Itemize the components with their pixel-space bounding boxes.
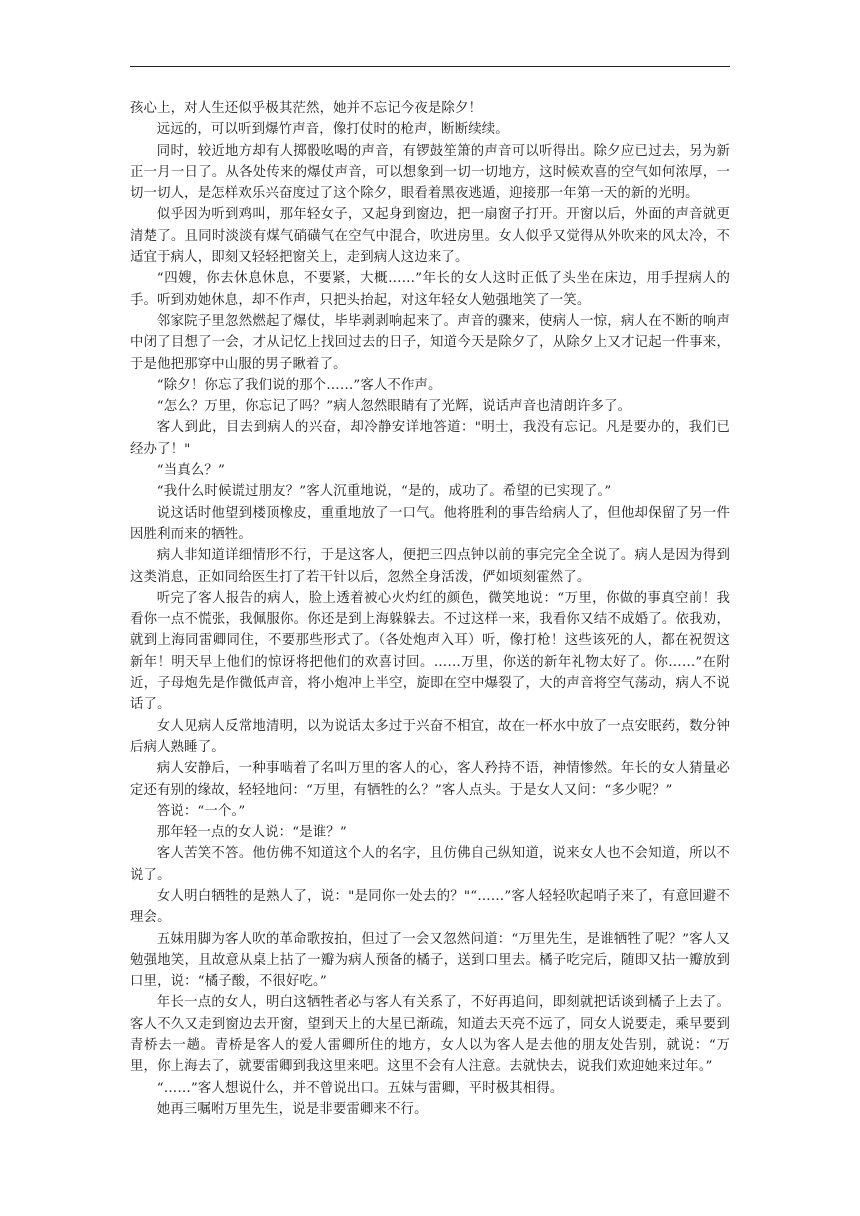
paragraph: 五妹用脚为客人吹的革命歌按拍，但过了一会又忽然问道：“万里先生，是谁牺牲了呢？”客人又勉强地笑，且故意从桌上拈了一瓣为病人预备的橘子，送到口里去。橘子吃完后，随即又拈一瓣放到口里，说：“橘子酸，不很好吃。” (130, 931, 730, 990)
paragraph: “除夕！你忘了我们说的那个……”客人不作声。 (156, 377, 442, 393)
paragraph: 那年轻一点的女人说：“是谁？” (156, 825, 347, 841)
paragraph: 病人安静后，一种事啮着了名叫万里的客人的心，客人矜持不语，神情惨然。年长的女人猜量必定还有别的缘故，轻轻地问：“万里，有牺牲的么？”客人点头。于是女人又问：“多少呢？” (130, 761, 730, 798)
paragraph: 远远的，可以听到爆竹声音，像打仗时的枪声，断断续续。 (156, 122, 509, 138)
paragraph: “四嫂，你去休息休息，不要紧，大概……”年长的女人这时正低了头坐在床边，用手捏病人的手。听到劝她休息，却不作声，只把头抬起，对这年轻女人勉强地笑了一笑。 (130, 271, 730, 308)
paragraph: “怎么？万里，你忘记了吗？”病人忽然眼睛有了光辉，说话声音也清朗许多了。 (156, 399, 632, 415)
paragraph: 年长一点的女人，明白这牺牲者必与客人有关系了，不好再追问，即刻就把话谈到橘子上去了。客人不久又走到窗边去开窗，望到天上的大星已渐疏，知道去天亮不远了，同女人说要走，乘早要到青桥去一趟。青桥是客人的爱人雷卿所住的地方，女人以为客人是去他的朋友处告别，就说：“万里，你上海去了，就要雷卿到我这里来吧。这里不会有人注意。去就快去，说我们欢迎她来过年。” (130, 995, 730, 1075)
header-rule (130, 66, 730, 67)
paragraph: “……”客人想说什么，并不曾说出口。五妹与雷卿，平时极其相得。 (156, 1080, 564, 1096)
paragraph: 她再三嘱咐万里先生，说是非要雷卿来不行。 (156, 1101, 428, 1117)
paragraph: 说这话时他望到楼顶橡皮，重重地放了一口气。他将胜利的事告给病人了，但他却保留了另一件因胜利而来的牺牲。 (130, 505, 730, 542)
paragraph: 病人非知道详细情形不行，于是这客人，便把三四点钟以前的事完完全全说了。病人是因为得到这类消息，正如同给医生打了若干针以后，忽然全身活泼，俨如顷刻霍然了。 (130, 548, 730, 585)
paragraph: 女人明白牺牲的是熟人了，说："是同你一处去的？"“……”客人轻轻吹起哨子来了，有意回避不理会。 (130, 888, 730, 926)
paragraph: 邻家院子里忽然燃起了爆仗，毕毕剥剥响起来了。声音的骤来，使病人一惊，病人在不断的响声中闭了目想了一会，才从记忆上找回过去的日子，知道今天是除夕了，从除夕上又才记起一件事来，于是他把那穿中山服的男子瞅着了。 (130, 313, 730, 372)
paragraph: 女人见病人反常地清明，以为说话太多过于兴奋不相宜，故在一杯水中放了一点安眠药，数分钟后病人熟睡了。 (130, 718, 730, 755)
paragraph: 孩心上，对人生还似乎极其茫然，她并不忘记今夜是除夕！ (130, 101, 483, 116)
document-body (130, 98, 730, 1120)
paragraph: 客人苦笑不答。他仿佛不知道这个人的名字，且仿佛自己纵知道，说来女人也不会知道，所以不说了。 (130, 846, 730, 883)
paragraph: “当真么？” (156, 463, 225, 479)
paragraph: 听完了客人报告的病人，脸上透着被心火灼红的颜色，微笑地说：“万里，你做的事真空前！我看你一点不慌张，我佩服你。你还是到上海躲躲去。不过这样一来，我看你又结不成婚了。依我劝，就到上海同雷卿同住，不要那些形式了。（各处炮声入耳）听，像打枪！这些该死的人，都在祝贺这新年！明天早上他们的惊讶将把他们的欢喜讨回。……万里，你送的新年礼物太好了。你……”在附近，子母炮先是作微低声音，将小炮冲上半空，旋即在空中爆裂了，大的声音将空气荡动，病人不说话了。 (130, 590, 730, 713)
paragraph: 答说：“一个。” (156, 803, 246, 819)
paragraph: 同时，较近地方却有人掷骰吆喝的声音，有锣鼓笙箫的声音可以听得出。除夕应已过去，另为新正一月一日了。从各处传来的爆仗声音，可以想象到一切一切地方，这时候欢喜的空气如何浓厚，一切一切人，是怎样欢乐兴奋度过了这个除夕，眼看着黑夜逃遁，迎接那一年第一天的新的光明。 (130, 143, 730, 202)
paragraph: “我什么时候谎过朋友？”客人沉重地说，“是的，成功了。希望的已实现了。” (156, 484, 612, 500)
paragraph: 客人到此，目去到病人的兴奋，却冷静安详地答道："明士，我没有忘记。凡是要办的，我们已经办了！" (130, 420, 730, 457)
paragraph: 似乎因为听到鸡叫，那年轻女子，又起身到窗边，把一扇窗子打开。开窗以后，外面的声音就更清楚了。且同时淡淡有煤气硝磺气在空气中混合，吹进房里。女人似乎又觉得从外吹来的风太冷，不适宜于病人，即刻又轻轻把窗关上，走到病人这边来了。 (130, 207, 730, 266)
